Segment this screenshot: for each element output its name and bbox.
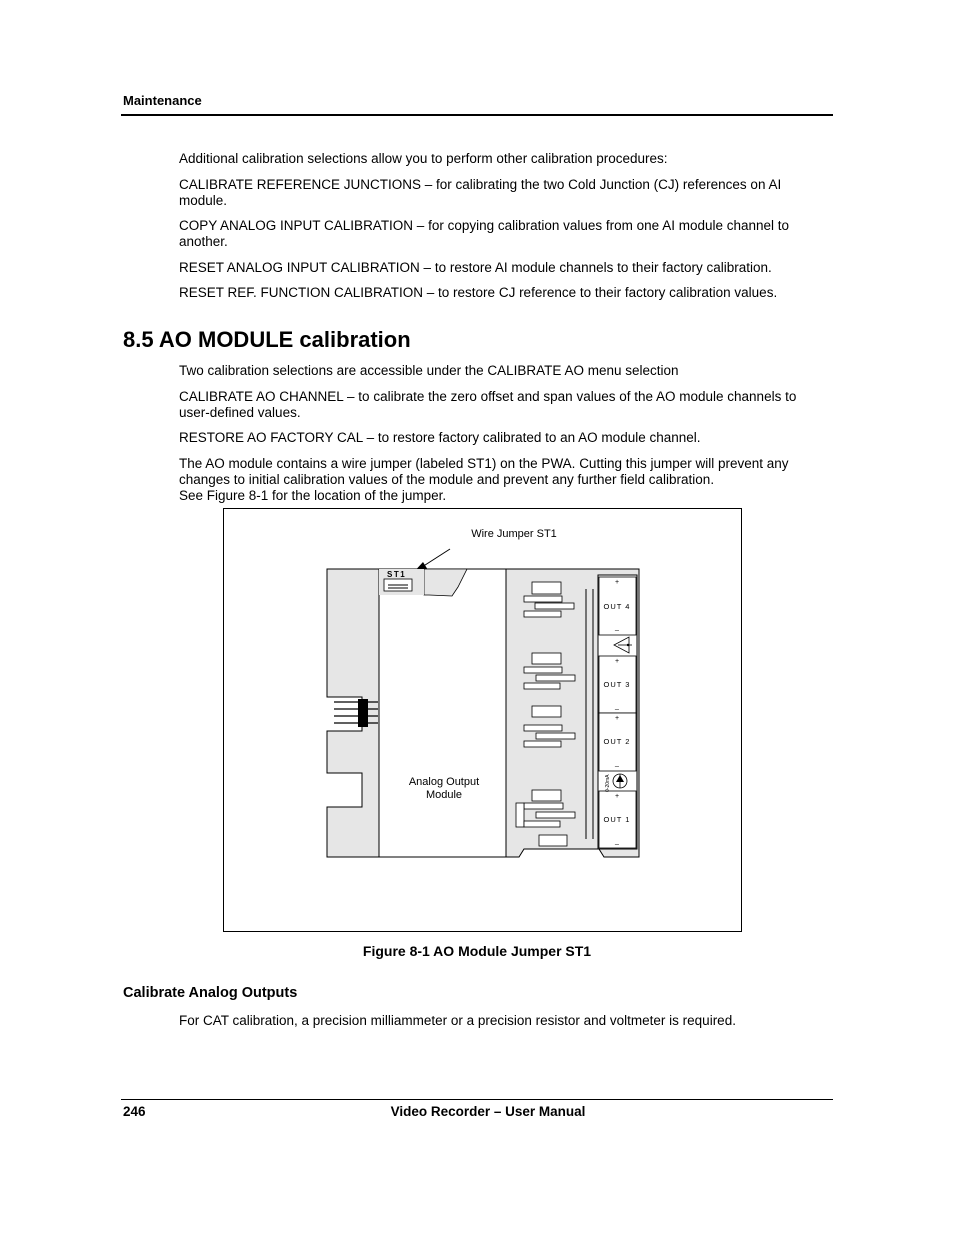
section-heading: 8.5 AO MODULE calibration xyxy=(123,327,411,352)
out2-label: OUT 2 xyxy=(603,737,631,746)
running-header: Maintenance xyxy=(123,93,202,108)
left-connector-block xyxy=(327,569,379,857)
section-intro: Two calibration selections are accessible under the CALIBRATE AO menu selection xyxy=(179,363,679,378)
footer-title: Video Recorder – User Manual xyxy=(390,1104,586,1119)
range-label: 0-20mA xyxy=(605,774,611,792)
out4-minus: _ xyxy=(615,624,619,631)
subsection-heading: Calibrate Analog Outputs xyxy=(123,985,298,1001)
calibrate-ref-junctions-text: CALIBRATE REFERENCE JUNCTIONS – for calibrating the two Cold Junction (CJ) references on AI module. xyxy=(179,177,782,208)
subsection-paragraph: For CAT calibration, a precision milliammeter or a precision resistor and voltmeter is required. xyxy=(179,1013,736,1028)
module-label-line1: Analog Output xyxy=(408,776,480,788)
ao-module-diagram xyxy=(224,509,741,931)
out3-label: OUT 3 xyxy=(603,680,631,689)
module-label-line2: Module xyxy=(425,789,463,801)
restore-ao-factory-text: RESTORE AO FACTORY CAL – to restore factory calibrated to an AO module channel. xyxy=(179,430,701,445)
footer-rule xyxy=(121,1099,833,1100)
out1-label: OUT 1 xyxy=(603,815,631,824)
figure-caption: Figure 8-1 AO Module Jumper ST1 xyxy=(362,943,592,959)
out4-label: OUT 4 xyxy=(603,602,631,611)
ground-symbol-icon xyxy=(613,774,627,788)
header-rule xyxy=(121,114,833,116)
reset-ref-function-text: RESET REF. FUNCTION CALIBRATION – to restore CJ reference to their factory calibration values. xyxy=(179,285,778,300)
reset-ai-calibration-text: RESET ANALOG INPUT CALIBRATION – to restore AI module channels to their factory calibration. xyxy=(179,260,772,275)
copy-ai-calibration-text: COPY ANALOG INPUT CALIBRATION – for copying calibration values from one AI module channel to another. xyxy=(179,218,790,249)
intro-paragraph: Additional calibration selections allow you to perform other calibration procedures: xyxy=(179,151,668,166)
out1-plus: + xyxy=(614,793,620,800)
out3-plus: + xyxy=(614,658,620,665)
callout-label: Wire Jumper ST1 xyxy=(471,528,557,540)
out3-minus: _ xyxy=(615,703,619,710)
analog-output-module xyxy=(379,569,506,857)
figure-frame xyxy=(223,508,742,932)
jumper-description xyxy=(179,456,829,504)
out2-plus: + xyxy=(614,715,620,722)
page-number: 246 xyxy=(123,1104,146,1119)
jumper-label: ST1 xyxy=(387,570,407,579)
out1-minus: _ xyxy=(615,838,619,845)
figure-reference-text: See Figure 8-1 for the location of the jumper. xyxy=(179,488,447,503)
callout-line xyxy=(422,549,450,567)
calibrate-ao-channel-text: CALIBRATE AO CHANNEL – to calibrate the zero offset and span values of the AO module channels to user-defined values. xyxy=(179,389,797,420)
jumper-description-text: The AO module contains a wire jumper (labeled ST1) on the PWA. Cutting this jumper will prevent any changes to initial calibration values of the module and prevent any further field calibration. xyxy=(179,456,789,487)
out4-plus: + xyxy=(614,579,620,586)
out2-minus: _ xyxy=(615,760,619,767)
